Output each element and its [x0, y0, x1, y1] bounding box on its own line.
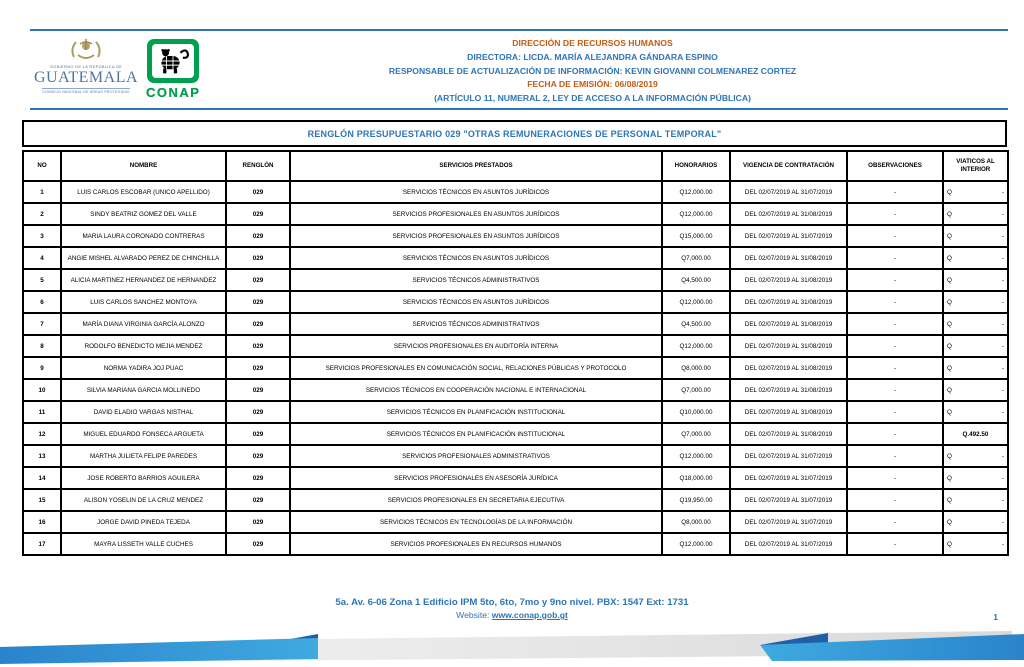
- cell-viaticos: Q -: [943, 379, 1008, 401]
- page-footer: [0, 597, 1024, 620]
- cell-observaciones: -: [847, 335, 943, 357]
- cell-servicios: SERVICIOS PROFESIONALES EN ASESORÍA JURÍDICA: [290, 467, 662, 489]
- cell-honorarios: Q7,000.00: [662, 379, 730, 401]
- cell-honorarios: Q8,000.00: [662, 511, 730, 533]
- cell-no: 5: [23, 269, 61, 291]
- column-header-2: RENGLÓN: [226, 151, 290, 181]
- cell-renglon: 029: [226, 401, 290, 423]
- cell-viaticos: Q -: [943, 225, 1008, 247]
- cell-servicios: SERVICIOS TÉCNICOS ADMINISTRATIVOS: [290, 313, 662, 335]
- cell-viaticos: Q -: [943, 357, 1008, 379]
- cell-honorarios: Q19,950.00: [662, 489, 730, 511]
- cell-viaticos: Q -: [943, 181, 1008, 203]
- cell-honorarios: Q12,000.00: [662, 291, 730, 313]
- cell-renglon: 029: [226, 247, 290, 269]
- cell-observaciones: -: [847, 247, 943, 269]
- cell-vigencia: DEL 02/07/2019 AL 31/07/2019: [730, 533, 847, 555]
- table-row: [23, 423, 1008, 445]
- header-law-line: (ARTÍCULO 11, NUMERAL 2, LEY DE ACCESO A LA INFORMACIÓN PÚBLICA): [434, 93, 751, 103]
- cell-viaticos: Q -: [943, 533, 1008, 555]
- cell-renglon: 029: [226, 357, 290, 379]
- cell-nombre: MARTHA JULIETA FELIPE PAREDES: [61, 445, 226, 467]
- cell-nombre: LUIS CARLOS SANCHEZ MONTOYA: [61, 291, 226, 313]
- footer-website-link[interactable]: www.conap.gob.gt: [491, 610, 568, 620]
- table-row: [23, 181, 1008, 203]
- cell-nombre: LUIS CARLOS ESCOBAR (UNICO APELLIDO): [61, 181, 226, 203]
- cell-honorarios: Q10,000.00: [662, 401, 730, 423]
- table-row: [23, 269, 1008, 291]
- cell-renglon: 029: [226, 203, 290, 225]
- cell-no: 15: [23, 489, 61, 511]
- header-top-rule: [30, 29, 1008, 31]
- cell-renglon: 029: [226, 291, 290, 313]
- table-row: [23, 379, 1008, 401]
- table-title: RENGLÓN PRESUPUESTARIO 029 "OTRAS REMUNERACIONES DE PERSONAL TEMPORAL": [22, 120, 1007, 147]
- table-row: [23, 533, 1008, 555]
- cell-honorarios: Q4,500.00: [662, 313, 730, 335]
- column-header-4: HONORARIOS: [662, 151, 730, 181]
- cell-nombre: DAVID ELADIO VARGAS NISTHAL: [61, 401, 226, 423]
- cell-servicios: SERVICIOS PROFESIONALES EN SECRETARIA EJECUTIVA: [290, 489, 662, 511]
- cell-observaciones: -: [847, 181, 943, 203]
- cell-nombre: RODOLFO BENEDICTO MEJIA MENDEZ: [61, 335, 226, 357]
- cell-viaticos: Q -: [943, 203, 1008, 225]
- cell-servicios: SERVICIOS PROFESIONALES EN AUDITORÍA INTERNA: [290, 335, 662, 357]
- quetzal-emblem-icon: [66, 37, 106, 63]
- footer-website-line: [0, 610, 1024, 620]
- cell-nombre: MIGUEL EDUARDO FONSECA ARGUETA: [61, 423, 226, 445]
- cell-honorarios: Q12,000.00: [662, 533, 730, 555]
- cell-vigencia: DEL 02/07/2019 AL 31/07/2019: [730, 181, 847, 203]
- table-header-row: [23, 151, 1008, 181]
- header-emission-date-line: FECHA DE EMISIÓN: 06/08/2019: [527, 79, 658, 90]
- cell-observaciones: -: [847, 401, 943, 423]
- cell-honorarios: Q7,000.00: [662, 247, 730, 269]
- column-header-3: SERVICIOS PRESTADOS: [290, 151, 662, 181]
- cell-servicios: SERVICIOS TÉCNICOS ADMINISTRATIVOS: [290, 269, 662, 291]
- cell-servicios: SERVICIOS TÉCNICOS EN TECNOLOGÍAS DE LA INFORMACIÓN: [290, 511, 662, 533]
- table-row: [23, 225, 1008, 247]
- cell-servicios: SERVICIOS PROFESIONALES ADMINISTRATIVOS: [290, 445, 662, 467]
- cell-vigencia: DEL 02/07/2019 AL 31/07/2019: [730, 225, 847, 247]
- cell-nombre: JORGE DAVID PINEDA TEJEDA: [61, 511, 226, 533]
- cell-no: 9: [23, 357, 61, 379]
- cell-observaciones: -: [847, 445, 943, 467]
- cell-viaticos: Q -: [943, 445, 1008, 467]
- personnel-table-section: [22, 120, 1007, 556]
- column-header-6: OBSERVACIONES: [847, 151, 943, 181]
- column-header-1: NOMBRE: [61, 151, 226, 181]
- cell-vigencia: DEL 02/07/2019 AL 31/08/2019: [730, 357, 847, 379]
- cell-renglon: 029: [226, 269, 290, 291]
- conap-logo-name: CONAP: [146, 85, 201, 100]
- header-bottom-rule: [30, 108, 1008, 110]
- cell-vigencia: DEL 02/07/2019 AL 31/08/2019: [730, 247, 847, 269]
- cell-vigencia: DEL 02/07/2019 AL 31/08/2019: [730, 291, 847, 313]
- cell-servicios: SERVICIOS TÉCNICOS EN ASUNTOS JURÍDICOS: [290, 291, 662, 313]
- cell-servicios: SERVICIOS PROFESIONALES EN COMUNICACIÓN SOCIAL, RELACIONES PÚBLICAS Y PROTOCOLO: [290, 357, 662, 379]
- cell-nombre: SINDY BEATRIZ GOMEZ DEL VALLE: [61, 203, 226, 225]
- cell-observaciones: -: [847, 467, 943, 489]
- cell-no: 3: [23, 225, 61, 247]
- cell-renglon: 029: [226, 511, 290, 533]
- cell-no: 17: [23, 533, 61, 555]
- cell-renglon: 029: [226, 379, 290, 401]
- cell-nombre: ALISON YOSELIN DE LA CRUZ MENDEZ: [61, 489, 226, 511]
- cell-vigencia: DEL 02/07/2019 AL 31/07/2019: [730, 445, 847, 467]
- table-row: [23, 357, 1008, 379]
- bottom-ribbon-decoration: [0, 627, 1024, 667]
- cell-viaticos: Q -: [943, 313, 1008, 335]
- cell-no: 14: [23, 467, 61, 489]
- cell-observaciones: -: [847, 225, 943, 247]
- cell-honorarios: Q8,000.00: [662, 357, 730, 379]
- cell-nombre: MARÍA DIANA VIRGINIA GARCÍA ALONZO: [61, 313, 226, 335]
- cell-vigencia: DEL 02/07/2019 AL 31/08/2019: [730, 379, 847, 401]
- footer-address: 5a. Av. 6-06 Zona 1 Edificio IPM 5to, 6to, 7mo y 9no nivel. PBX: 1547 Ext: 1731: [335, 597, 689, 608]
- cell-viaticos: Q -: [943, 467, 1008, 489]
- cell-observaciones: -: [847, 423, 943, 445]
- cell-nombre: MARIA LAURA CORONADO CONTRERAS: [61, 225, 226, 247]
- cell-servicios: SERVICIOS TÉCNICOS EN COOPERACIÓN NACIONAL E INTERNACIONAL: [290, 379, 662, 401]
- cell-servicios: SERVICIOS TÉCNICOS EN ASUNTOS JURÍDICOS: [290, 181, 662, 203]
- cell-vigencia: DEL 02/07/2019 AL 31/08/2019: [730, 269, 847, 291]
- cell-viaticos: Q.492.50: [943, 423, 1008, 445]
- cell-nombre: ALICIA MARTINEZ HERNANDEZ DE HERNANDEZ: [61, 269, 226, 291]
- cell-renglon: 029: [226, 181, 290, 203]
- cell-honorarios: Q15,000.00: [662, 225, 730, 247]
- column-header-5: VIGENCIA DE CONTRATACIÓN: [730, 151, 847, 181]
- cell-servicios: SERVICIOS PROFESIONALES EN ASUNTOS JURÍDICOS: [290, 225, 662, 247]
- cell-honorarios: Q4,500.00: [662, 269, 730, 291]
- cell-nombre: JOSE ROBERTO BARRIOS AGUILERA: [61, 467, 226, 489]
- guatemala-logo-top-text: GOBIERNO DE LA REPÚBLICA DE: [49, 64, 123, 69]
- header-direction-line: DIRECCIÓN DE RECURSOS HUMANOS: [512, 38, 673, 48]
- cell-observaciones: -: [847, 269, 943, 291]
- column-header-7: VIATICOS AL INTERIOR: [943, 151, 1008, 181]
- cell-viaticos: Q -: [943, 247, 1008, 269]
- table-row: [23, 247, 1008, 269]
- table-row: [23, 203, 1008, 225]
- header-director-line: DIRECTORA: LICDA. MARÍA ALEJANDRA GÁNDARA ESPINO: [467, 51, 718, 62]
- column-header-0: NO: [23, 151, 61, 181]
- cell-no: 1: [23, 181, 61, 203]
- cell-viaticos: Q -: [943, 269, 1008, 291]
- cell-renglon: 029: [226, 533, 290, 555]
- cell-vigencia: DEL 02/07/2019 AL 31/07/2019: [730, 511, 847, 533]
- cell-no: 2: [23, 203, 61, 225]
- cell-no: 13: [23, 445, 61, 467]
- cell-vigencia: DEL 02/07/2019 AL 31/08/2019: [730, 401, 847, 423]
- cell-nombre: SILVIA MARIANA GARCIA MOLLINEDO: [61, 379, 226, 401]
- cell-no: 6: [23, 291, 61, 313]
- cell-observaciones: -: [847, 379, 943, 401]
- cell-vigencia: DEL 02/07/2019 AL 31/07/2019: [730, 467, 847, 489]
- cell-nombre: NORMA YADIRA JOJ PUAC: [61, 357, 226, 379]
- cell-servicios: SERVICIOS PROFESIONALES EN ASUNTOS JURÍDICOS: [290, 203, 662, 225]
- personnel-table: [22, 150, 1009, 556]
- cell-renglon: 029: [226, 313, 290, 335]
- table-row: [23, 489, 1008, 511]
- cell-honorarios: Q12,000.00: [662, 203, 730, 225]
- cell-no: 10: [23, 379, 61, 401]
- cell-observaciones: -: [847, 489, 943, 511]
- cell-no: 7: [23, 313, 61, 335]
- cell-renglon: 029: [226, 423, 290, 445]
- cell-viaticos: Q -: [943, 335, 1008, 357]
- cell-vigencia: DEL 02/07/2019 AL 31/08/2019: [730, 423, 847, 445]
- cell-renglon: 029: [226, 335, 290, 357]
- cell-no: 8: [23, 335, 61, 357]
- table-row: [23, 445, 1008, 467]
- page-number: 1: [993, 612, 998, 622]
- cell-observaciones: -: [847, 313, 943, 335]
- cell-servicios: SERVICIOS PROFESIONALES EN RECURSOS HUMANOS: [290, 533, 662, 555]
- header-responsible-line: RESPONSABLE DE ACTUALIZACIÓN DE INFORMACIÓN: KEVIN GIOVANNI COLMENAREZ CORTEZ: [388, 65, 797, 76]
- cell-renglon: 029: [226, 467, 290, 489]
- guatemala-logo: [34, 37, 138, 94]
- cell-servicios: SERVICIOS TÉCNICOS EN PLANIFICACIÓN INSTITUCIONAL: [290, 423, 662, 445]
- cell-viaticos: Q -: [943, 401, 1008, 423]
- cell-observaciones: -: [847, 203, 943, 225]
- cell-viaticos: Q -: [943, 291, 1008, 313]
- table-row: [23, 335, 1008, 357]
- cell-observaciones: -: [847, 357, 943, 379]
- cell-renglon: 029: [226, 225, 290, 247]
- cell-no: 12: [23, 423, 61, 445]
- cell-no: 16: [23, 511, 61, 533]
- cell-viaticos: Q -: [943, 511, 1008, 533]
- cell-nombre: MAYRA LISSETH VALLE CUCHES: [61, 533, 226, 555]
- table-body: [23, 181, 1008, 555]
- cell-renglon: 029: [226, 445, 290, 467]
- footer-website-label: Website:: [456, 610, 490, 620]
- cell-honorarios: Q12,000.00: [662, 335, 730, 357]
- cell-vigencia: DEL 02/07/2019 AL 31/08/2019: [730, 203, 847, 225]
- cell-vigencia: DEL 02/07/2019 AL 31/08/2019: [730, 335, 847, 357]
- table-row: [23, 401, 1008, 423]
- cell-honorarios: Q18,000.00: [662, 467, 730, 489]
- table-row: [23, 511, 1008, 533]
- cell-no: 4: [23, 247, 61, 269]
- table-row: [23, 291, 1008, 313]
- cell-renglon: 029: [226, 489, 290, 511]
- guatemala-logo-bottom-text: CONSEJO NACIONAL DE ÁREAS PROTEGIDAS: [42, 90, 130, 94]
- cell-honorarios: Q12,000.00: [662, 445, 730, 467]
- cell-servicios: SERVICIOS TÉCNICOS EN ASUNTOS JURÍDICOS: [290, 247, 662, 269]
- cell-nombre: ANGIE MISHEL ALVARADO PEREZ DE CHINCHILLA: [61, 247, 226, 269]
- document-header: [175, 37, 1010, 106]
- cell-servicios: SERVICIOS TÉCNICOS EN PLANIFICACIÓN INSTITUCIONAL: [290, 401, 662, 423]
- cell-observaciones: -: [847, 533, 943, 555]
- cell-viaticos: Q -: [943, 489, 1008, 511]
- cell-vigencia: DEL 02/07/2019 AL 31/08/2019: [730, 313, 847, 335]
- table-row: [23, 313, 1008, 335]
- cell-honorarios: Q12,000.00: [662, 181, 730, 203]
- cell-no: 11: [23, 401, 61, 423]
- cell-vigencia: DEL 02/07/2019 AL 31/07/2019: [730, 489, 847, 511]
- guatemala-logo-name: GUATEMALA: [33, 69, 139, 86]
- cell-observaciones: -: [847, 511, 943, 533]
- table-row: [23, 467, 1008, 489]
- cell-honorarios: Q7,000.00: [662, 423, 730, 445]
- cell-observaciones: -: [847, 291, 943, 313]
